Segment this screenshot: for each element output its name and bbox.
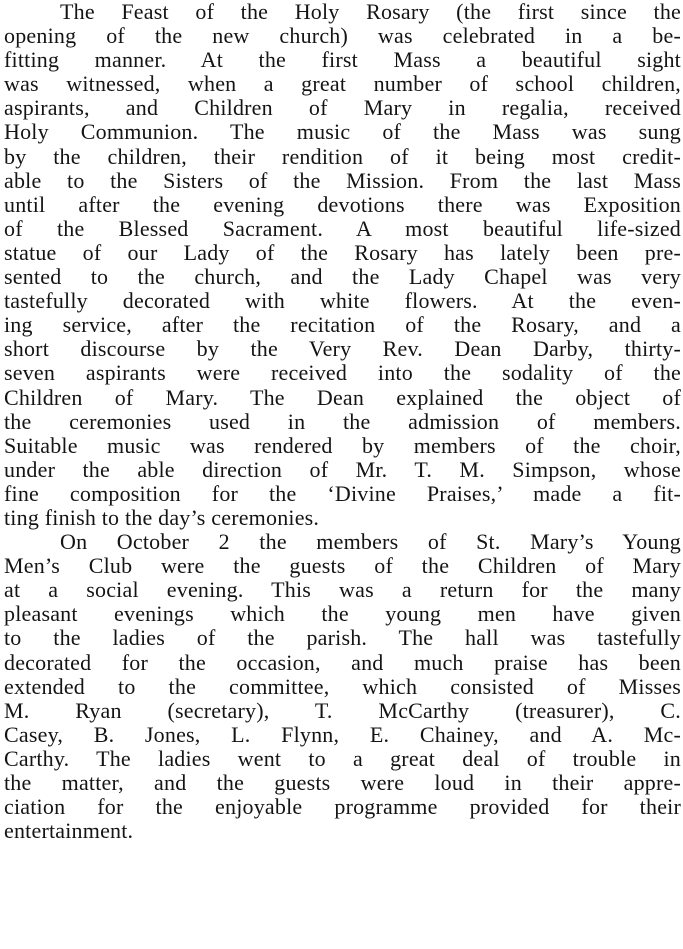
text-line: the ceremonies used in the admission of members. <box>4 408 681 434</box>
text-line: able to the Sisters of the Mission. From the last Mass <box>4 167 681 193</box>
text-line: by the children, their rendition of it being most credit- <box>4 143 681 169</box>
text-line: short discourse by the Very Rev. Dean Darby, thirty- <box>4 336 681 362</box>
text-line: Holy Communion. The music of the Mass was sung <box>4 119 681 145</box>
text-line: was witnessed, when a great number of school children, <box>4 71 681 97</box>
text-line: extended to the committee, which consisted of Misses <box>4 673 681 699</box>
text-line: Suitable music was rendered by members of the choir, <box>4 432 681 458</box>
text-line: the matter, and the guests were loud in their appre- <box>4 770 681 795</box>
paragraph-young-mens-club <box>4 530 681 843</box>
text-line: Men’s Club were the guests of the Children of Mary <box>4 553 681 579</box>
paragraph-feast-of-holy-rosary <box>4 0 681 530</box>
text-line: M. Ryan (secretary), T. McCarthy (treasurer), C. <box>4 697 681 723</box>
text-line: opening of the new church) was celebrated in a be- <box>4 23 681 49</box>
text-line: ing service, after the recitation of the Rosary, and a <box>4 312 681 338</box>
text-line: at a social evening. This was a return for the many <box>4 577 681 603</box>
text-line: ting finish to the day’s ceremonies. <box>4 504 320 530</box>
text-line: fitting manner. At the first Mass a beautiful sight <box>4 47 681 73</box>
text-line: Casey, B. Jones, L. Flynn, E. Chainey, and A. Mc- <box>4 721 681 747</box>
article-text <box>4 0 681 843</box>
text-line: sented to the church, and the Lady Chapel was very <box>4 264 681 290</box>
text-line: of the Blessed Sacrament. A most beautiful life-sized <box>4 215 681 241</box>
text-line: tastefully decorated with white flowers. At the even- <box>4 288 681 314</box>
text-line: seven aspirants were received into the sodality of the <box>4 360 681 386</box>
text-line: until after the evening devotions there was Exposition <box>4 191 681 217</box>
text-line: fine composition for the ‘Divine Praises,’ made a fit- <box>4 480 681 506</box>
text-line: The Feast of the Holy Rosary (the first since the <box>60 0 681 24</box>
text-line: decorated for the occasion, and much praise has been <box>4 649 681 675</box>
text-line: On October 2 the members of St. Mary’s Young <box>60 529 681 555</box>
text-line: ciation for the enjoyable programme provided for their <box>4 794 681 820</box>
text-line: aspirants, and Children of Mary in regalia, received <box>4 95 681 121</box>
text-line: to the ladies of the parish. The hall was tastefully <box>4 625 681 651</box>
text-line: under the able direction of Mr. T. M. Simpson, whose <box>4 456 681 482</box>
text-line: statue of our Lady of the Rosary has lately been pre- <box>4 239 681 265</box>
text-line: Children of Mary. The Dean explained the object of <box>4 384 681 410</box>
text-line: Carthy. The ladies went to a great deal of trouble in <box>4 745 681 771</box>
text-line: pleasant evenings which the young men have given <box>4 601 681 627</box>
text-line: entertainment. <box>4 818 134 844</box>
